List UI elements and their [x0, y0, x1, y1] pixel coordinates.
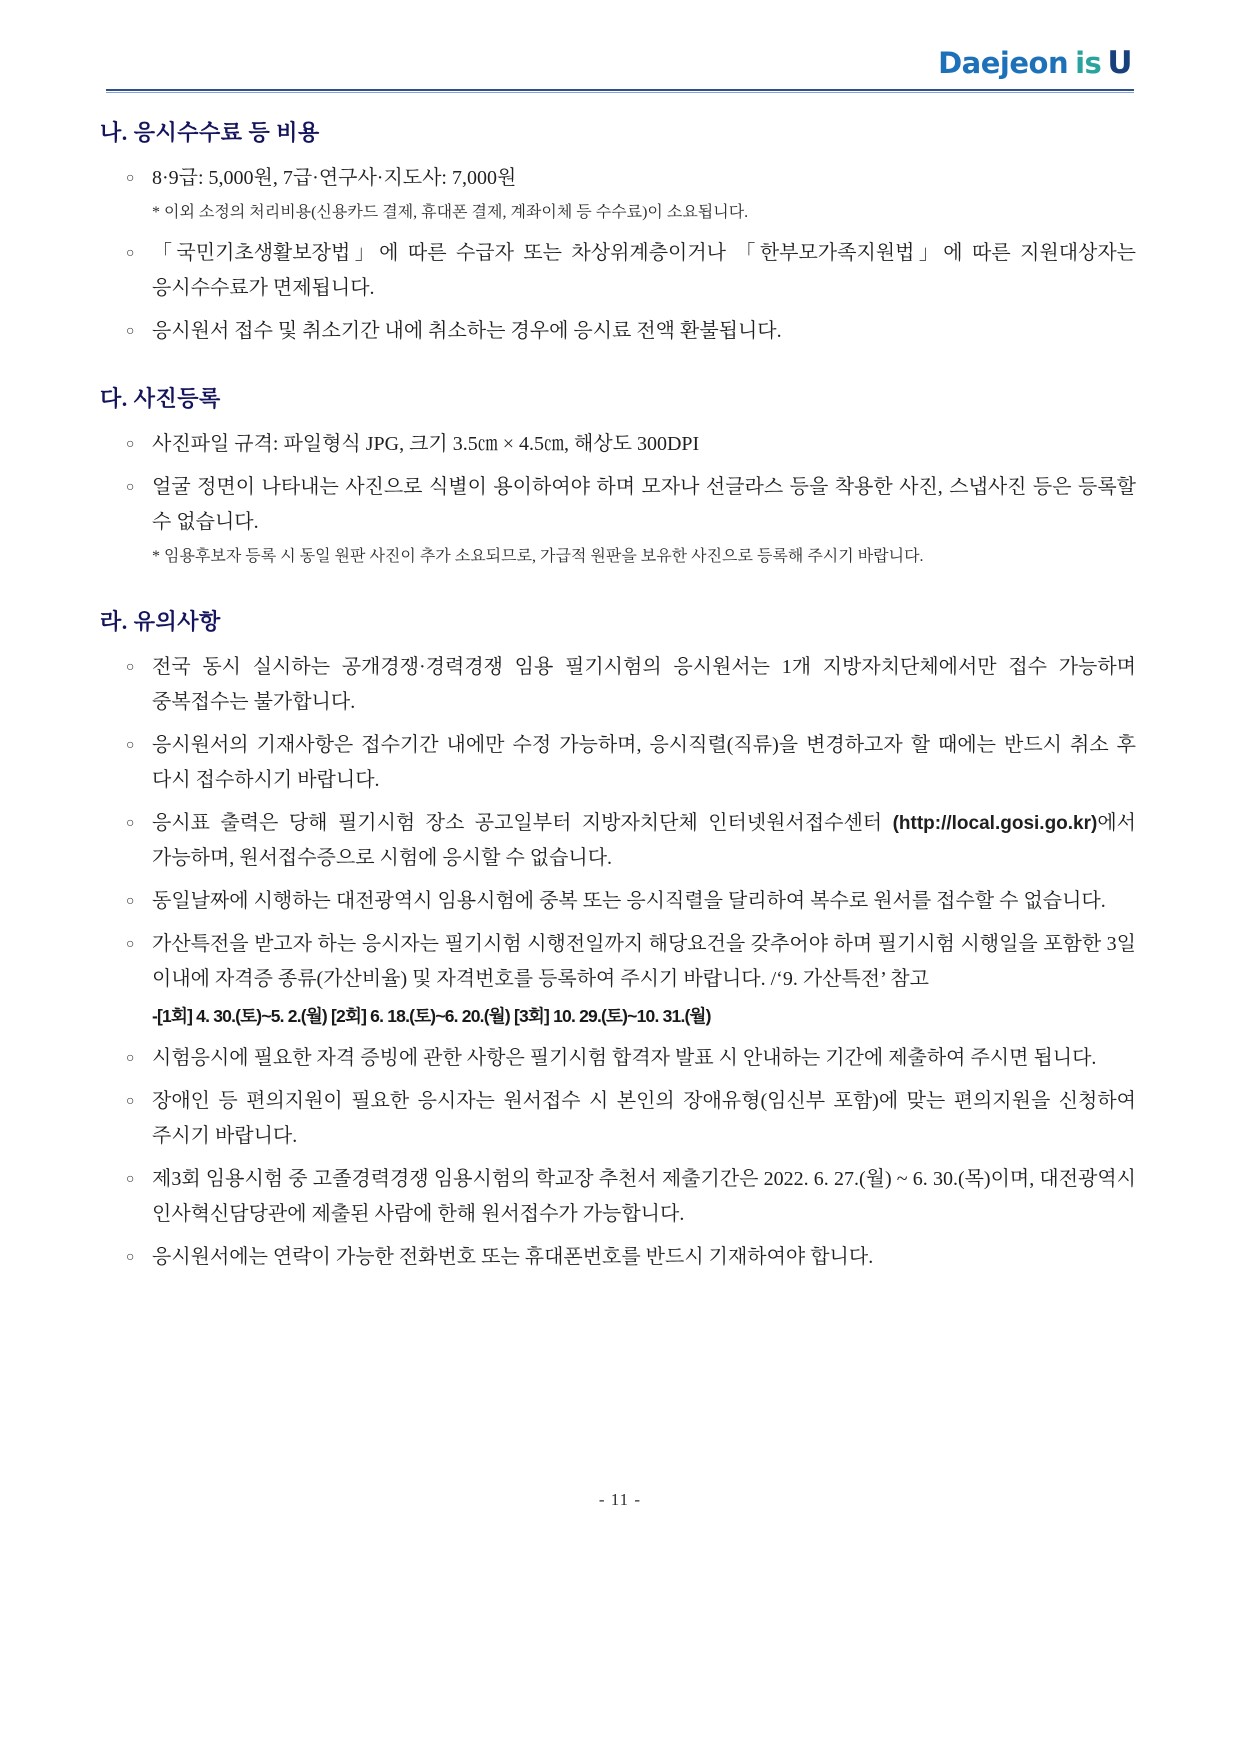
list-item-text: 시험응시에 필요한 자격 증빙에 관한 사항은 필기시험 합격자 발표 시 안내하는 기간에 제출하여 주시면 됩니다. — [152, 1047, 1097, 1069]
circle-bullet-icon: ○ — [126, 660, 135, 675]
list-item-text: 얼굴 정면이 나타내는 사진으로 식별이 용이하여야 하며 모자나 선글라스 등을 착용한 사진, 스냅사진 등은 등록할 수 없습니다. — [152, 476, 1136, 533]
list-item-body — [152, 1084, 1136, 1154]
list-item-text: 가산특전을 받고자 하는 응시자는 필기시험 시행전일까지 해당요건을 갖추어야 하며 필기시험 시행일을 포함한 3일 이내에 자격증 종류(가산비율) 및 자격번호를 등록하여 주시기 바랍니다. /‘9. 가산특전’ 참고 — [152, 933, 1136, 990]
list-item — [126, 1084, 1136, 1154]
list-item — [126, 470, 1136, 572]
section-title: 라. 유의사항 — [100, 609, 221, 634]
circle-bullet-icon: ○ — [126, 816, 135, 831]
list-item — [126, 650, 1136, 720]
circle-bullet-icon: ○ — [126, 1051, 135, 1066]
logo-word-daejeon: Daejeon — [938, 46, 1069, 80]
page-header — [0, 0, 1240, 93]
section-exam-fees — [100, 119, 1136, 349]
text-segment: 에서 가능하며, 원서접수증으로 시험에 응시할 수 없습니다. — [152, 812, 1136, 869]
circle-bullet-icon: ○ — [126, 246, 135, 261]
list-item-text: 응시원서 접수 및 취소기간 내에 취소하는 경우에 응시료 전액 환불됩니다. — [152, 320, 782, 342]
list-item — [126, 236, 1136, 306]
text-segment: 응시표 출력은 당해 필기시험 장소 공고일부터 지방자치단체 인터넷원서접수센터 — [152, 812, 893, 834]
logo-word-u: U — [1107, 45, 1132, 81]
daejeon-is-u-logo — [106, 45, 1134, 81]
list-item-text: 장애인 등 편의지원이 필요한 응시자는 원서접수 시 본인의 장애유형(임신부 포함)에 맞는 편의지원을 신청하여 주시기 바랍니다. — [152, 1090, 1136, 1147]
list-item-body — [152, 650, 1136, 720]
list-item — [126, 806, 1136, 876]
list-item-body — [152, 806, 1136, 876]
list-item — [126, 884, 1136, 919]
list-item — [126, 161, 1136, 228]
document-body — [0, 93, 1240, 1275]
list-item — [126, 1041, 1136, 1076]
circle-bullet-icon: ○ — [126, 894, 135, 909]
list-item-text: 「국민기초생활보장법」에 따른 수급자 또는 차상위계층이거나 「한부모가족지원법」에 따른 지원대상자는 응시수수료가 면제됩니다. — [152, 242, 1136, 299]
list-item — [126, 427, 1136, 462]
list-item-body — [152, 427, 1136, 462]
gosi-url-text: (http://local.gosi.go.kr) — [892, 813, 1098, 834]
section-important-notes — [100, 608, 1136, 1275]
list-item-body — [152, 470, 1136, 572]
circle-bullet-icon: ○ — [126, 937, 135, 952]
circle-bullet-icon: ○ — [126, 1094, 135, 1109]
list-item-text: 전국 동시 실시하는 공개경쟁·경력경쟁 임용 필기시험의 응시원서는 1개 지방자치단체에서만 접수 가능하며 중복접수는 불가합니다. — [152, 656, 1136, 713]
circle-bullet-icon: ○ — [126, 171, 135, 186]
list-item-text: 응시원서의 기재사항은 접수기간 내에만 수정 가능하며, 응시직렬(직류)을 변경하고자 할 때에는 반드시 취소 후 다시 접수하시기 바랍니다. — [152, 734, 1136, 791]
circle-bullet-icon: ○ — [126, 437, 135, 452]
list-item — [126, 1162, 1136, 1232]
list-item — [126, 314, 1136, 349]
circle-bullet-icon: ○ — [126, 1172, 135, 1187]
circle-bullet-icon: ○ — [126, 480, 135, 495]
list-item-body — [152, 1041, 1136, 1076]
list-item-text: 제3회 임용시험 중 고졸경력경쟁 임용시험의 학교장 추천서 제출기간은 2022. 6. 27.(월) ~ 6. 30.(목)이며, 대전광역시 인사혁신담당관에 제출된 사람에 한해 원서접수가 가능합니다. — [152, 1168, 1136, 1225]
section-title: 다. 사진등록 — [100, 386, 221, 411]
list-item-text: 동일날짜에 시행하는 대전광역시 임용시험에 중복 또는 응시직렬을 달리하여 복수로 원서를 접수할 수 없습니다. — [152, 890, 1106, 912]
list-item-body — [152, 884, 1136, 919]
page-number: - 11 - — [598, 1490, 642, 1509]
circle-bullet-icon: ○ — [126, 738, 135, 753]
list-item-text: 8·9급: 5,000원, 7급·연구사·지도사: 7,000원 — [152, 167, 517, 189]
list-item — [126, 927, 1136, 1033]
footnote-text: * 이외 소정의 처리비용(신용카드 결제, 휴대폰 결제, 계좌이체 등 수수료)이 소요됩니다. — [152, 204, 749, 221]
logo-word-is: is — [1075, 46, 1102, 80]
section-title: 나. 응시수수료 등 비용 — [100, 120, 320, 145]
circle-bullet-icon: ○ — [126, 1250, 135, 1265]
schedule-dates-text: -[1회] 4. 30.(토)~5. 2.(월) [2회] 6. 18.(토)~6. 20.(월) [3회] 10. 29.(토)~10. 31.(월) — [152, 1006, 711, 1026]
list-item-body — [152, 236, 1136, 306]
list-item-body — [152, 927, 1136, 1033]
list-item-text — [152, 806, 1136, 876]
footnote-text: * 임용후보자 등록 시 동일 원판 사진이 추가 소요되므로, 가급적 원판을 보유한 사진으로 등록해 주시기 바랍니다. — [152, 548, 924, 565]
list-item-body — [152, 1162, 1136, 1232]
list-item-body — [152, 728, 1136, 798]
list-item — [126, 728, 1136, 798]
list-item-text: 응시원서에는 연락이 가능한 전화번호 또는 휴대폰번호를 반드시 기재하여야 합니다. — [152, 1246, 874, 1268]
list-item-body — [152, 1240, 1136, 1275]
list-item — [126, 1240, 1136, 1275]
list-item-body — [152, 314, 1136, 349]
page-footer — [0, 1490, 1240, 1510]
section-photo-registration — [100, 385, 1136, 572]
list-item-body — [152, 161, 1136, 228]
list-item-text: 사진파일 규격: 파일형식 JPG, 크기 3.5㎝ × 4.5㎝, 해상도 300DPI — [152, 433, 700, 455]
circle-bullet-icon: ○ — [126, 324, 135, 339]
